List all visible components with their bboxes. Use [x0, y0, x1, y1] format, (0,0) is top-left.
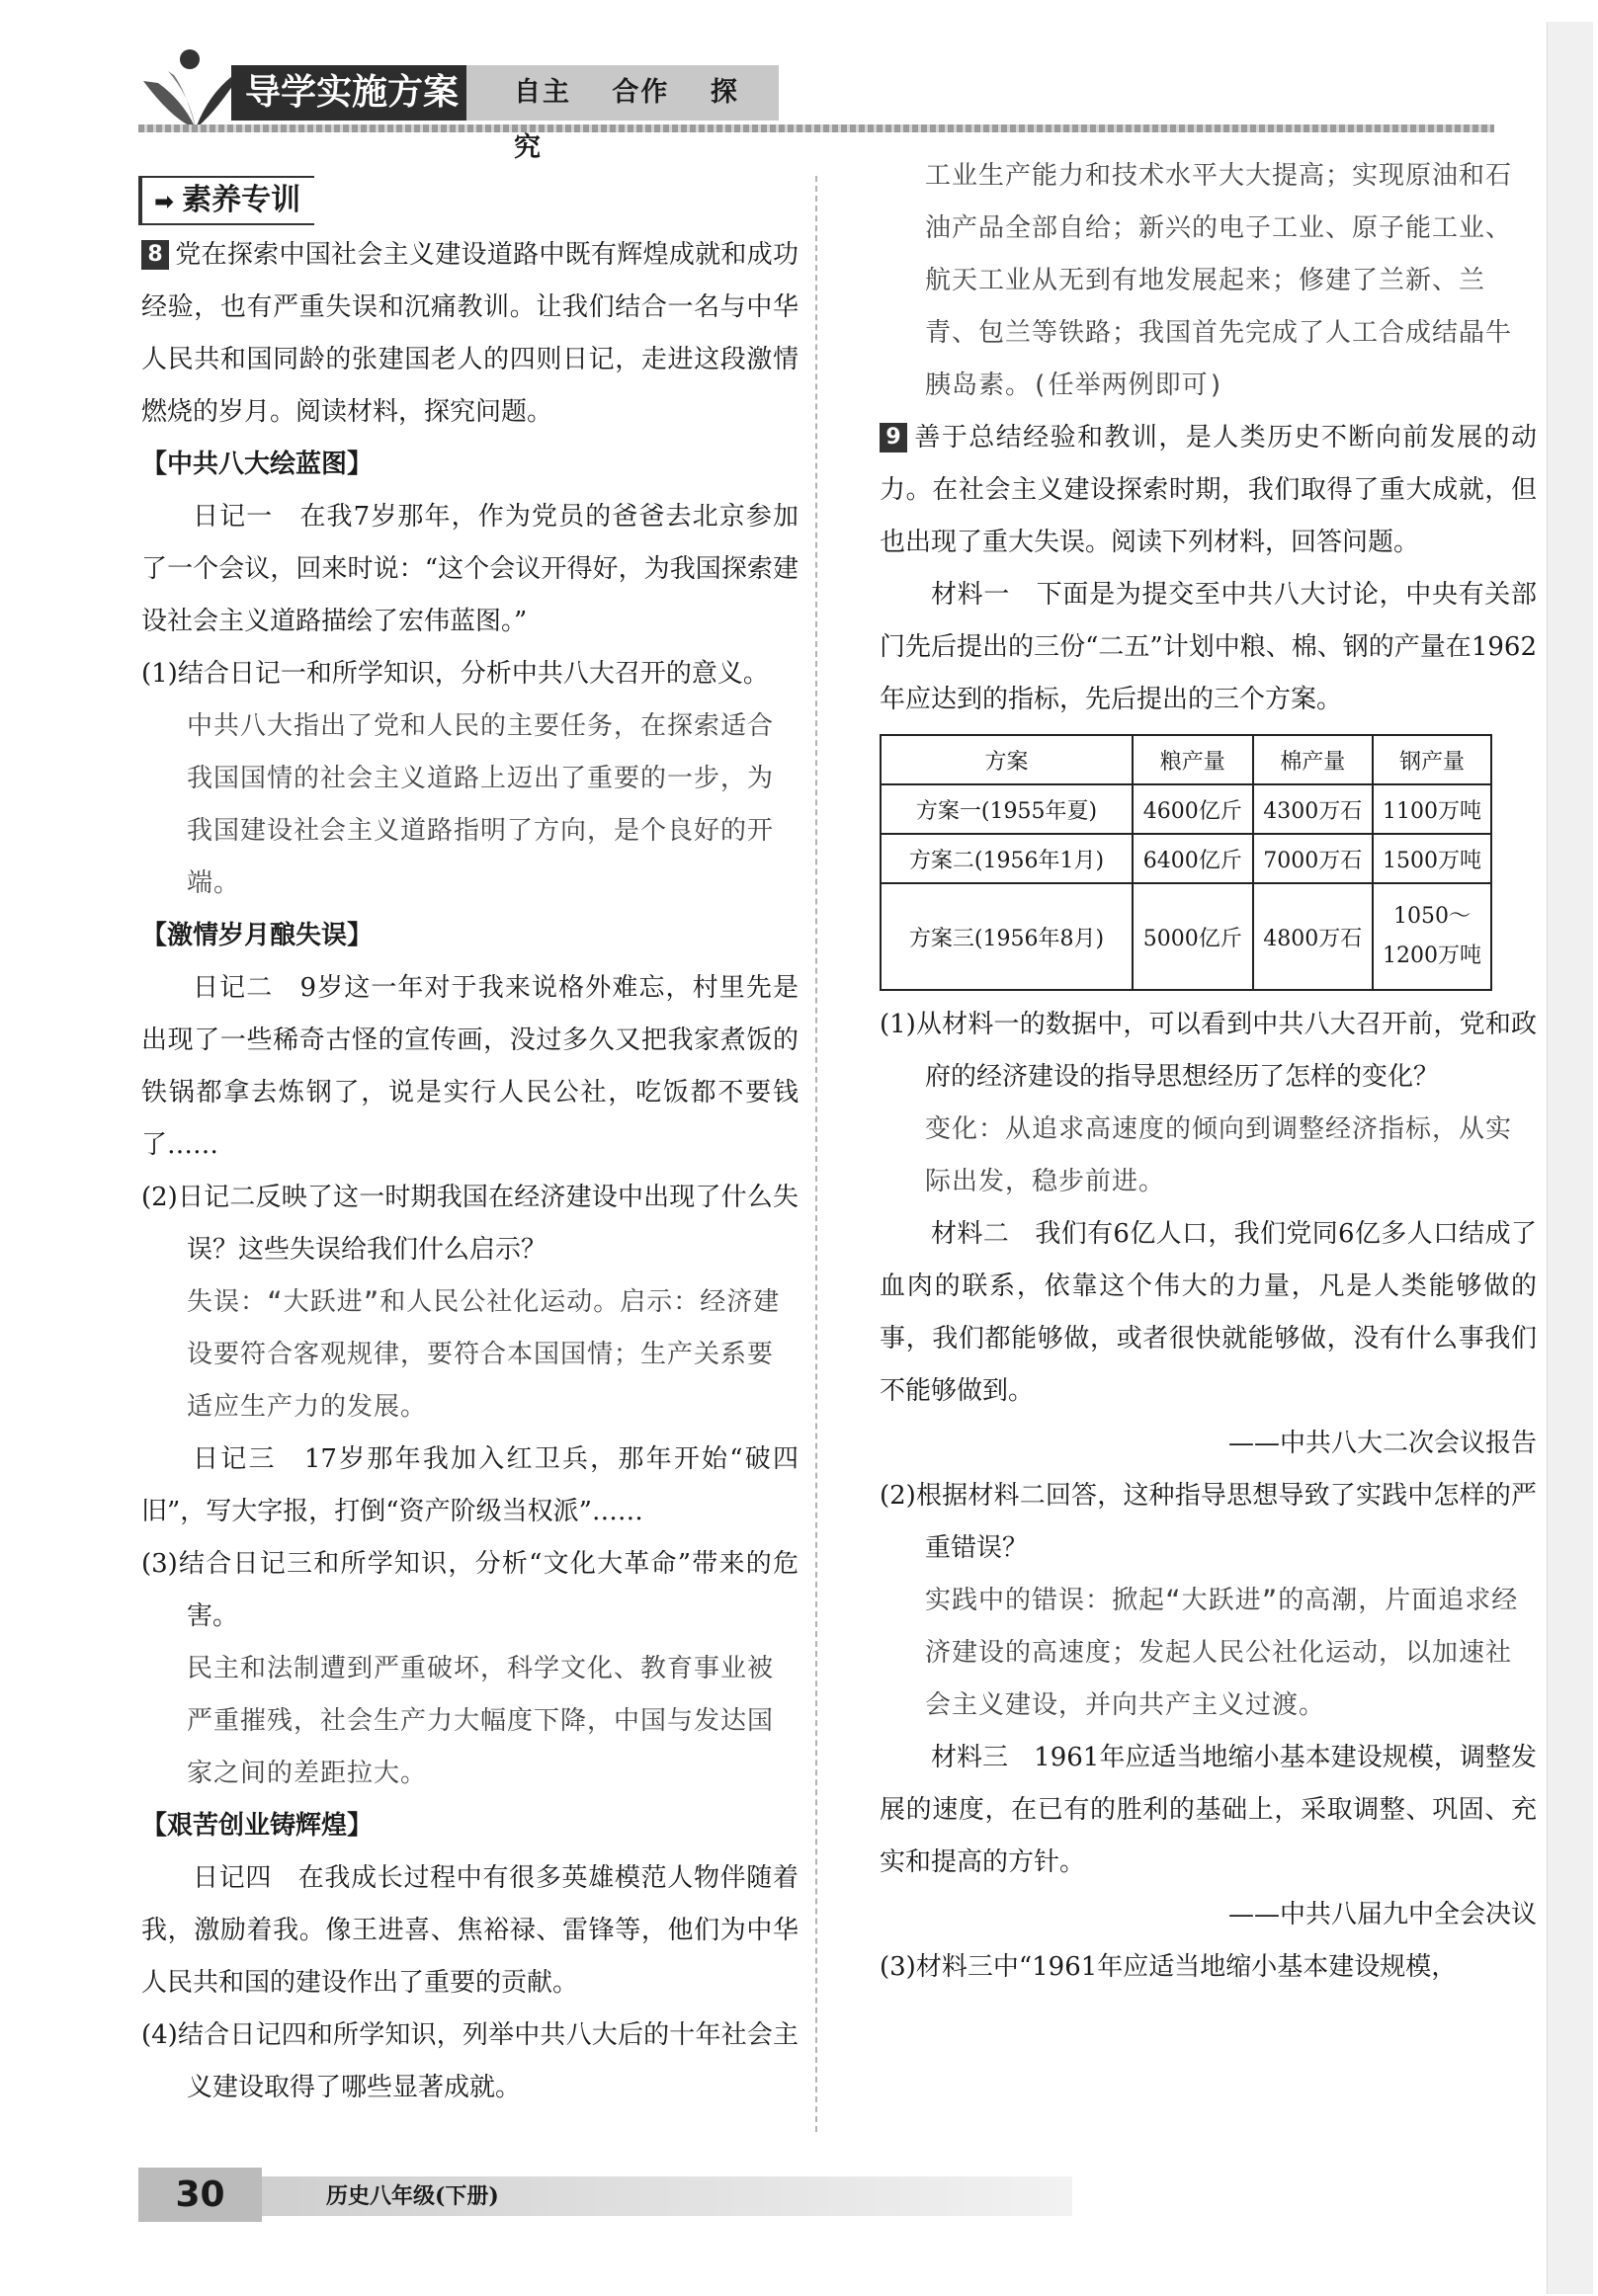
table-cell: 4800万石	[1253, 883, 1374, 990]
diary-4: 日记四 在我成长过程中有很多英雄模范人物伴随着我，激励着我。像王进喜、焦裕禄、雷锋等，他们为中华人民共和国的建设作出了重要的贡献。	[141, 1863, 799, 1998]
table-cell: 6400亿斤	[1133, 834, 1253, 883]
table-cell: 方案一(1955年夏)	[881, 784, 1133, 834]
q8-answer-1: 中共八大指出了党和人民的主要任务，在探索适合我国国情的社会主义道路上迈出了重要的一步，为我国建设社会主义道路指明了方向，是个良好的开端。	[187, 711, 775, 898]
table-cell: 1100万吨	[1373, 784, 1491, 834]
table-cell: 方案三(1956年8月)	[881, 883, 1133, 990]
table-cell: 1050～1200万吨	[1373, 883, 1491, 990]
table-header: 方案	[881, 735, 1133, 784]
table-cell: 5000亿斤	[1133, 883, 1253, 990]
table-cell: 7000万石	[1253, 834, 1374, 883]
section-heading	[138, 176, 314, 225]
q8-part3-title: 【艰苦创业铸辉煌】	[141, 1811, 374, 1841]
material-2: 材料二 我们有6亿人口，我们党同6亿多人口结成了血肉的联系，依靠这个伟大的力量，凡是人类能够做的事，我们都能够做，或者很快就能够做，没有什么事我们不能够做到。	[880, 1219, 1537, 1406]
q9-number: 9	[880, 423, 907, 452]
table-row	[881, 883, 1491, 990]
q9-question-2: (2)根据材料二回答，这种指导思想导致了实践中怎样的严重错误？	[880, 1481, 1537, 1563]
plan-table	[880, 734, 1492, 991]
table-header-row	[881, 735, 1491, 784]
q9-intro	[880, 412, 1537, 569]
q9-answer-2: 实践中的错误：掀起“大跃进”的高潮，片面追求经济建设的高速度；发起人民公社化运动，以加速社会主义建设，并向共产主义过渡。	[925, 1586, 1519, 1720]
q8-question-2: (2)日记二反映了这一时期我国在经济建设中出现了什么失误？这些失误给我们什么启示？	[141, 1183, 799, 1265]
banner-tags	[466, 65, 779, 163]
q8-answer-3: 民主和法制遭到严重破坏，科学文化、教育事业被严重摧残，社会生产力大幅度下降，中国与发达国家之间的差距拉大。	[187, 1654, 775, 1788]
left-column	[141, 229, 799, 2114]
q8-question-4: (4)结合日记四和所学知识，列举中共八大后的十年社会主义建设取得了哪些显著成就。	[141, 2020, 799, 2102]
table-cell: 4600亿斤	[1133, 784, 1253, 834]
table-row	[881, 834, 1491, 883]
book-title: 历史八年级(下册)	[326, 2183, 499, 2209]
q8-number: 8	[141, 240, 169, 270]
arrow-icon: ➡	[154, 188, 175, 215]
page-number: 30	[138, 2168, 262, 2222]
q9-intro-text: 善于总结经验和教训，是人类历史不断向前发展的动力。在社会主义建设探索时期，我们取得了重大成就，但也出现了重大失误。阅读下列材料，回答问题。	[880, 423, 1537, 557]
q8-intro	[141, 229, 799, 439]
tag-cooperation: 合作	[612, 77, 670, 108]
material-3: 材料三 1961年应适当地缩小基本建设规模，调整发展的速度，在已有的胜利的基础上，采取调整、巩固、充实和提高的方针。	[880, 1743, 1537, 1877]
material-3-source: ——中共八届九中全会决议	[1227, 1900, 1537, 1929]
diary-3: 日记三 17岁那年我加入红卫兵，那年开始“破四旧”，写大字报，打倒“资产阶级当权派”……	[141, 1444, 799, 1526]
table-header: 棉产量	[1253, 735, 1374, 784]
q8-part2-title: 【激情岁月酿失误】	[141, 921, 374, 950]
banner-title: 导学实施方案	[231, 65, 466, 121]
q9-question-3: (3)材料三中“1961年应适当地缩小基本建设规模，	[880, 1952, 1458, 1982]
table-header: 钢产量	[1373, 735, 1491, 784]
table-cell: 方案二(1956年1月)	[881, 834, 1133, 883]
q8-part1-title: 【中共八大绘蓝图】	[141, 450, 374, 479]
material-2-source: ——中共八大二次会议报告	[1227, 1429, 1537, 1458]
header-rule	[138, 124, 1494, 132]
q8-answer-4: 工业生产能力和技术水平大大提高；实现原油和石油产品全部自给；新兴的电子工业、原子能工业、航天工业从无到有地发展起来；修建了兰新、兰青、包兰等铁路；我国首先完成了人工合成结晶牛胰岛素。(任举两例即可)	[925, 161, 1513, 400]
tag-inquiry: 探究	[514, 77, 739, 163]
section-title: 素养专训	[182, 183, 301, 217]
table-header: 粮产量	[1133, 735, 1253, 784]
page-edge	[1547, 22, 1593, 2294]
table-row	[881, 784, 1491, 834]
q9-question-1: (1)从材料一的数据中，可以看到中共八大召开前，党和政府的经济建设的指导思想经历了怎样的变化？	[880, 1010, 1537, 1092]
tag-self-study: 自主	[514, 77, 571, 108]
diary-2: 日记二 9岁这一年对于我来说格外难忘，村里先是出现了一些稀奇古怪的宣传画，没过多久又把我家煮饭的铁锅都拿去炼钢了，说是实行人民公社，吃饭都不要钱了……	[141, 973, 799, 1160]
q8-question-1: (1)结合日记一和所学知识，分析中共八大召开的意义。	[141, 659, 769, 689]
diary-1: 日记一 在我7岁那年，作为党员的爸爸去北京参加了一个会议，回来时说：“这个会议开得好，为我国探索建设社会主义道路描绘了宏伟蓝图。”	[141, 502, 799, 636]
material-1: 材料一 下面是为提交至中共八大讨论，中央有关部门先后提出的三份“二五”计划中粮、棉、钢的产量在1962年应达到的指标，先后提出的三个方案。	[880, 580, 1537, 714]
q8-intro-text: 党在探索中国社会主义建设道路中既有辉煌成就和成功经验，也有严重失误和沉痛教训。让我们结合一名与中华人民共和国同龄的张建国老人的四则日记，走进这段激情燃烧的岁月。阅读材料，探究问题。	[141, 240, 799, 427]
table-cell: 4300万石	[1253, 784, 1374, 834]
q9-answer-1: 变化：从追求高速度的倾向到调整经济指标，从实际出发，稳步前进。	[925, 1114, 1513, 1196]
q8-answer-2: 失误：“大跃进”和人民公社化运动。启示：经济建设要符合客观规律，要符合本国国情；生产关系要适应生产力的发展。	[187, 1287, 781, 1422]
q8-question-3: (3)结合日记三和所学知识，分析“文化大革命”带来的危害。	[141, 1549, 799, 1631]
table-cell: 1500万吨	[1373, 834, 1491, 883]
column-divider	[815, 176, 817, 2132]
right-column	[880, 150, 1537, 1994]
